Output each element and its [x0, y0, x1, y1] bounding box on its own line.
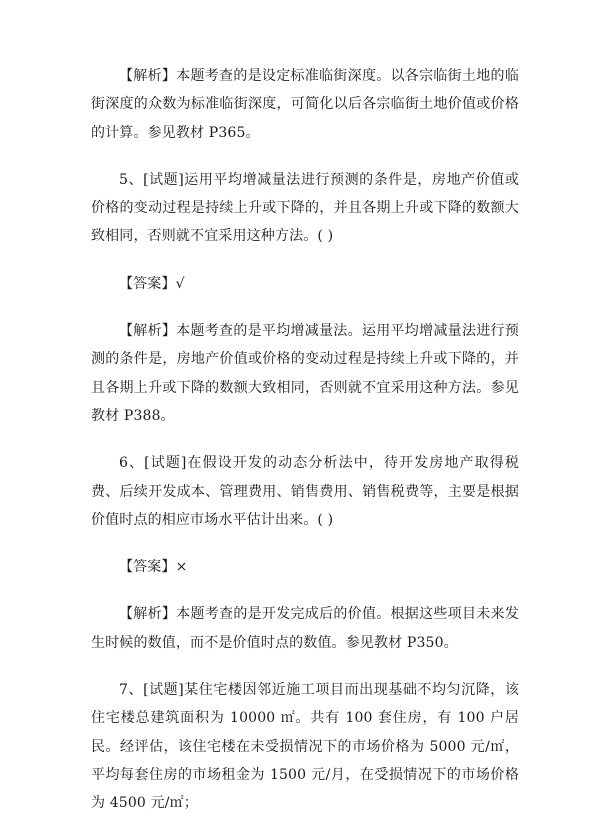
analysis-text: 本题考查的是开发完成后的价值。根据这些项目未来发生时候的数值，而不是价值时点的数值。参见教材 P350。	[91, 606, 519, 651]
answer-paragraph	[91, 270, 519, 298]
analysis-text: 本题考查的是设定标准临街深度。以各宗临街土地的临街深度的众数为标准临街深度，可简化以后各宗临街土地价值或价格的计算。参见教材 P365。	[91, 68, 519, 141]
question-text: 运用平均增减量法进行预测的条件是，房地产价值或价格的变动过程是持续上升或下降的，并且各期上升或下降的数额大致相同，否则就不宜采用这种方法。( )	[91, 171, 519, 245]
question-number: 6、	[119, 455, 145, 472]
answer-check-icon: √	[175, 275, 185, 292]
answer-label: 【答案】	[119, 559, 176, 576]
answer-cross-icon: ×	[175, 559, 188, 576]
question-number: 7、	[119, 682, 144, 699]
analysis-text: 本题考查的是平均增减量法。运用平均增减量法进行预测的条件是，房地产价值或价格的变动过程是持续上升或下降的，并且各期上升或下降的数额大致相同，否则就不宜采用这种方法。参见教材 P388。	[91, 323, 519, 424]
question-label: [试题]	[144, 455, 187, 472]
analysis-paragraph	[91, 62, 519, 147]
answer-label: 【答案】	[119, 275, 176, 292]
analysis-paragraph	[91, 317, 519, 430]
answer-paragraph	[91, 553, 519, 581]
analysis-label: 【解析】	[119, 323, 177, 340]
document-page	[91, 62, 519, 837]
question-label: [试题]	[143, 682, 184, 699]
question-text: 某住宅楼因邻近施工项目而出现基础不均匀沉降，该住宅楼总建筑面积为 10000 ㎡。共有 100 套住房，有 100 户居民。经评估，该住宅楼在未受损情况下的市场价格为 5000 元/㎡，平均每套住房的市场租金为 1500 元/月，在受损情况下的市场价格为 4500 元/㎡；	[91, 682, 519, 812]
question-number: 5、	[119, 171, 144, 188]
question-paragraph	[91, 166, 519, 251]
question-paragraph	[91, 676, 519, 817]
analysis-label: 【解析】	[119, 68, 177, 84]
question-label: [试题]	[143, 171, 184, 188]
question-text: 在假设开发的动态分析法中，待开发房地产取得税费、后续开发成本、管理费用、销售费用、销售税费等，主要是根据价值时点的相应市场水平估计出来。( )	[91, 455, 519, 528]
analysis-label: 【解析】	[119, 606, 177, 623]
question-paragraph	[91, 449, 519, 534]
analysis-paragraph	[91, 600, 519, 657]
